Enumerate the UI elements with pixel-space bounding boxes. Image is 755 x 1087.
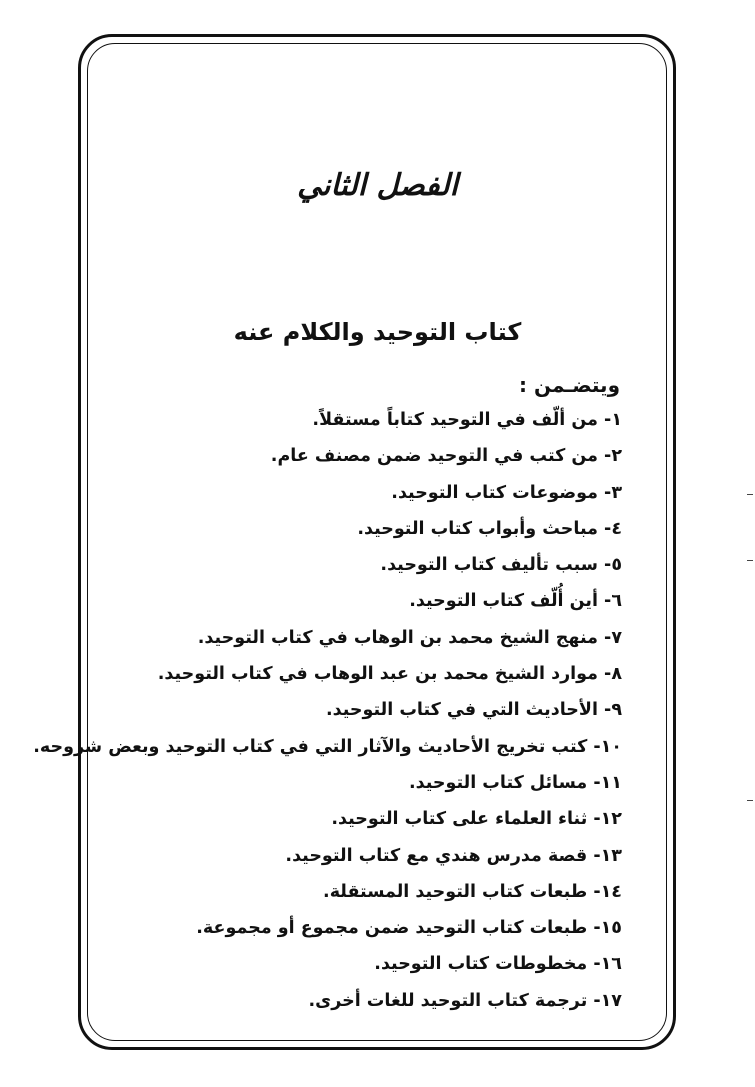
contents-item: ١٤- طبعات كتاب التوحيد المستقلة. — [323, 881, 622, 902]
contents-list — [33, 402, 622, 1019]
contents-item: ٦- أين أُلّف كتاب التوحيد. — [409, 591, 622, 612]
contents-item: ٣- موضوعات كتاب التوحيد. — [391, 482, 622, 503]
contents-item: ١٢- ثناء العلماء على كتاب التوحيد. — [331, 809, 622, 830]
contents-item: ٥- سبب تأليف كتاب التوحيد. — [380, 555, 622, 576]
contents-item: ٢- من كتب في التوحيد ضمن مصنف عام. — [270, 446, 622, 467]
contents-item: ٧- منهج الشيخ محمد بن الوهاب في كتاب التوحيد. — [197, 627, 622, 648]
chapter-title: الفصل الثاني — [297, 168, 458, 203]
scan-edge-mark — [747, 494, 753, 495]
contents-item: ١٠- كتب تخريج الأحاديث والآثار التي في كتاب التوحيد وبعض شروحه. — [33, 736, 622, 757]
contents-intro: ويتضـمن : — [518, 373, 620, 397]
scan-edge-mark — [747, 560, 753, 561]
section-title: كتاب التوحيد والكلام عنه — [233, 318, 522, 346]
contents-item: ٩- الأحاديث التي في كتاب التوحيد. — [326, 700, 622, 721]
contents-item: ١- من ألّف في التوحيد كتاباً مستقلاً. — [312, 410, 622, 430]
contents-item: ١٧- ترجمة كتاب التوحيد للغات أخرى. — [308, 990, 622, 1011]
scan-edge-mark — [747, 800, 753, 801]
contents-item: ١١- مسائل كتاب التوحيد. — [409, 772, 622, 793]
contents-item: ١٥- طبعات كتاب التوحيد ضمن مجموع أو مجموعة. — [196, 918, 622, 939]
contents-item: ١٣- قصة مدرس هندي مع كتاب التوحيد. — [285, 845, 622, 866]
contents-item: ٨- موارد الشيخ محمد بن عبد الوهاب في كتاب التوحيد. — [157, 664, 622, 685]
contents-item: ١٦- مخطوطات كتاب التوحيد. — [374, 954, 622, 975]
contents-item: ٤- مباحث وأبواب كتاب التوحيد. — [357, 518, 622, 539]
